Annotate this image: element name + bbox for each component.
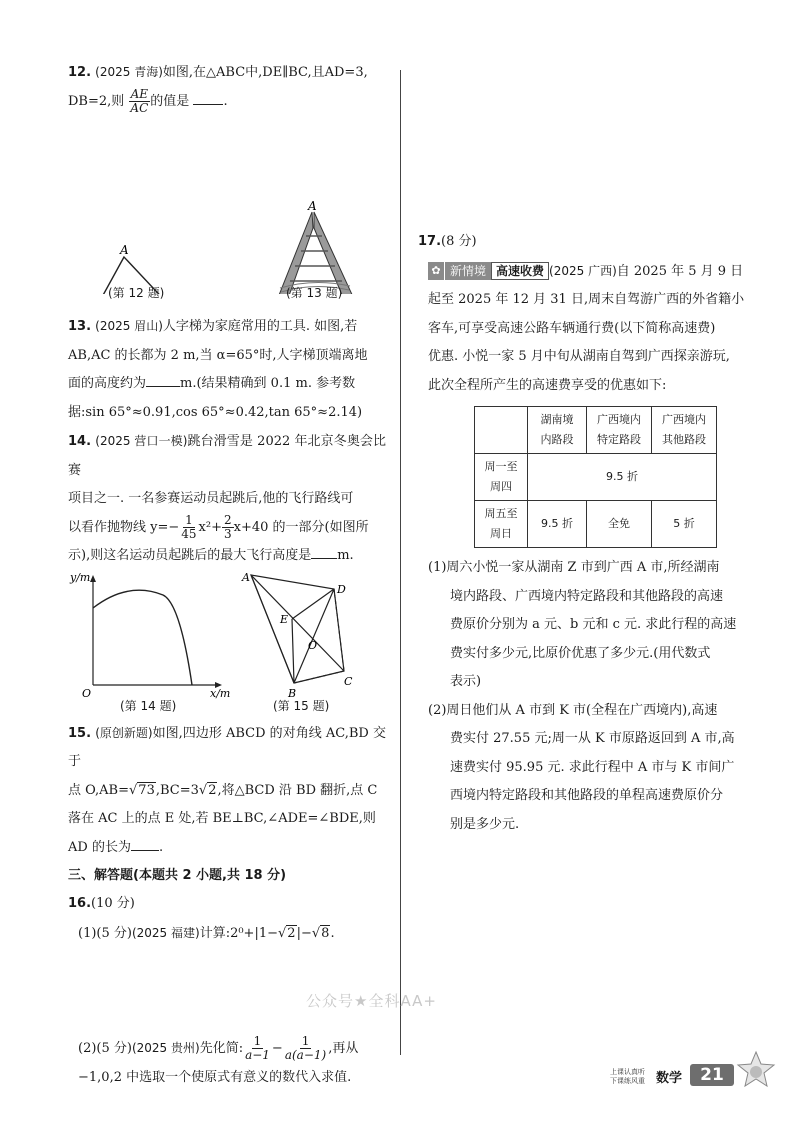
question-text: 示),则这名运动员起跳后的最大飞行高度是 [68, 548, 312, 563]
figures-svg-2 [68, 571, 386, 699]
label-d: D [337, 582, 346, 596]
question-text: DB=2,则 [68, 93, 125, 109]
question-score: (10 分) [91, 896, 135, 911]
caption-row-12-13 [68, 286, 386, 312]
question-text: 人字梯为家庭常用的工具. 如图,若 [162, 319, 358, 334]
fraction-numerator: 1 [253, 1034, 262, 1048]
labels-figure-15 [241, 571, 353, 699]
answer-blank[interactable] [146, 372, 180, 387]
table-cell: 全免 [587, 501, 652, 548]
label-b: B [288, 686, 297, 699]
fraction-ae-ac [128, 88, 150, 115]
fraction-numerator: 2 [223, 512, 232, 527]
fraction-numerator: AE [130, 86, 149, 101]
tag-label: 新情境 [444, 262, 491, 280]
y-axis-arrow [90, 575, 96, 582]
footer-slogan [610, 1068, 645, 1086]
question-text: . [158, 839, 164, 855]
fraction-denominator: 3 [223, 526, 232, 541]
part-label: (2)(5 分) [78, 1041, 132, 1056]
question-text: 西境内特定路段和其他路段的单程高速费原价分 [450, 788, 724, 803]
fraction-1-45 [179, 514, 198, 541]
page-number: 21 [690, 1064, 734, 1086]
label-a: A [242, 570, 250, 584]
answer-blank[interactable] [193, 90, 223, 105]
question-source: (2025 贵州) [131, 1041, 200, 1055]
period: . [223, 93, 228, 109]
label-a: A [308, 199, 317, 213]
fraction-numerator: 1 [301, 1034, 310, 1048]
question-text: ,再从 [328, 1041, 359, 1056]
label-o: O [308, 638, 318, 652]
question-source: (2025 眉山) [95, 319, 163, 333]
y-axis-label: y/m [70, 570, 91, 584]
question-source: (2025 青海) [95, 65, 163, 79]
question-text: AB,AC 的长都为 2 m,当 α=65°时,人字梯顶端离地 [68, 347, 368, 363]
fraction-numerator: 1 [185, 512, 193, 527]
table-row [475, 454, 717, 501]
fraction-denominator: AC [130, 100, 149, 115]
question-text: 客车,可享受高速公路车辆通行费(以下简称高速费) [428, 320, 716, 336]
radicand: 2 [208, 782, 217, 798]
figures-svg [68, 116, 386, 294]
question-source: (2025 广西) [549, 263, 617, 278]
origin-label: O [82, 686, 92, 699]
segment-be [292, 619, 294, 683]
table-header-cell: 广西境内 特定路段 [587, 407, 652, 454]
question-text: 优惠. 小悦一家 5 月中旬从湖南自驾到广西探亲游玩, [428, 349, 730, 364]
left-column [68, 58, 386, 1092]
question-text: 表示) [450, 674, 482, 689]
question-text: 项目之一. 一名参赛运动员起跳后,他的飞行路线可 [68, 491, 354, 506]
question-text: x²+ [198, 519, 222, 535]
label-c: C [344, 674, 353, 688]
table-header-cell: 湖南境 内路段 [528, 407, 587, 454]
question-text: 以看作抛物线 y=− [68, 519, 180, 535]
quadrilateral-figure-15 [251, 575, 344, 683]
question-text: ,将△BCD 沿 BD 翻折,点 C [217, 782, 378, 798]
table-corner-cell [475, 407, 528, 454]
slogan-line: 下课练风重 [610, 1077, 645, 1085]
label-a: A [120, 243, 129, 257]
question-text: 跳台滑雪是 2022 年北京冬奥会比赛 [68, 434, 386, 478]
question-text: 自 2025 年 5 月 9 日 [616, 263, 744, 279]
question-16-part-2 [68, 1034, 386, 1092]
question-text: ,BC=3 [155, 782, 199, 798]
part-label: (1)(5 分) [78, 925, 132, 941]
question-text: 此次全程所产生的高速费享受的优惠如下: [428, 377, 667, 393]
slogan-line: 上课认真听 [610, 1068, 645, 1076]
question-12 [68, 58, 386, 116]
fraction-1-over-a-a-1 [283, 1035, 328, 1062]
question-score: (8 分) [441, 234, 477, 249]
question-14 [68, 427, 386, 571]
question-text: 费实付多少元,比原价优惠了多少元.(用代数式 [450, 645, 711, 661]
question-source: (2025 福建) [131, 925, 200, 940]
question-15: 15. (原创新题)如图,四边形 ABCD 的对角线 AC,BD 交于 点 O,AB=√73,BC=3√2,将△BCD 沿 BD 翻折,点 C 落在 AC 上的点 E 处,若 BE⊥BC,∠ADE=∠BDE,则 AD 的长为 . [68, 725, 386, 855]
question-text: 面的高度约为 [68, 376, 147, 391]
question-number: 16. [68, 896, 92, 911]
answer-blank[interactable] [131, 836, 159, 851]
radicand: 2 [287, 925, 296, 941]
caption-15: (第 15 题) [273, 698, 330, 713]
table-cell: 5 折 [652, 501, 717, 548]
question-text: 境内路段、广西境内特定路段和其他路段的高速 [450, 588, 724, 604]
question-number: 13. [68, 319, 92, 334]
question-source: (原创新题) [95, 725, 153, 740]
question-source: (2025 营口一模) [95, 434, 188, 448]
question-17 [418, 228, 750, 257]
question-16 [68, 890, 386, 919]
fraction-2-3 [222, 514, 234, 541]
figures-14-15 [68, 571, 386, 699]
mascot-star-icon [736, 1050, 776, 1092]
fraction-denominator: a(a−1) [284, 1048, 327, 1062]
watermark-text: 公众号★全科AA+ [306, 992, 437, 1010]
question-text: AD 的长为 [68, 839, 131, 855]
question-text: 费实付 27.55 元;周一从 K 市原路返回到 A 市,高 [450, 731, 735, 746]
x-axis-label: x/m [210, 686, 231, 699]
parabola-curve [93, 590, 192, 685]
question-text: (1)周六小悦一家从湖南 Z 市到广西 A 市,所经湖南 [428, 560, 720, 575]
question-text: 起至 2025 年 12 月 31 日,周末自驾游广西的外省籍小 [428, 292, 745, 307]
period: . [330, 925, 335, 941]
table-row-label: 周一至 周四 [475, 454, 528, 501]
table-cell: 9.5 折 [528, 501, 587, 548]
answer-blank[interactable] [311, 544, 337, 559]
section-title: 三、解答题(本题共 2 小题,共 18 分) [68, 868, 287, 883]
question-number: 14. [68, 434, 92, 449]
question-text: m.(结果精确到 0.1 m. 参考数 [180, 376, 356, 391]
table-row [475, 407, 717, 454]
question-text: 费原价分别为 a 元、b 元和 c 元. 求此行程的高速 [450, 617, 737, 632]
radicand: 8 [321, 925, 330, 941]
question-16-part-1: (1)(5 分)(2025 福建)计算:2⁰+|1−√2|−√8. [78, 925, 335, 941]
question-text: 点 O,AB= [68, 782, 129, 798]
question-text: 的值是 [150, 93, 190, 109]
question-text: 先化简: [199, 1041, 244, 1056]
fee-discount-table [474, 406, 717, 548]
question-text: 计算:2⁰+|1− [199, 925, 278, 941]
question-text: 据:sin 65°≈0.91,cos 65°≈0.42,tan 65°≈2.14) [68, 404, 363, 420]
caption-14: (第 14 题) [120, 698, 177, 713]
parabola-figure-14 [69, 571, 230, 699]
question-13 [68, 312, 386, 427]
minus-sign: − [271, 1041, 283, 1056]
question-text: (2)周日他们从 A 市到 K 市(全程在广西境内),高速 [428, 702, 718, 718]
question-text: 落在 AC 上的点 E 处,若 BE⊥BC,∠ADE=∠BDE,则 [68, 811, 376, 826]
caption-12: (第 12 题) [108, 286, 165, 300]
question-text: m. [337, 548, 354, 563]
table-cell: 9.5 折 [528, 454, 717, 501]
figures-12-13 [68, 116, 386, 294]
caption-13: (第 13 题) [286, 286, 343, 300]
tag-topic: 高速收费 [491, 262, 549, 280]
diagonal-ac [251, 575, 344, 671]
question-17-part-1 [418, 554, 750, 697]
fraction-1-over-a-1 [243, 1035, 272, 1062]
segment-bc-dashed [294, 671, 344, 683]
label-e: E [280, 612, 289, 626]
question-text: −1,0,2 中选取一个使原式有意义的数代入求值. [78, 1069, 352, 1085]
table-row-label: 周五至 周日 [475, 501, 528, 548]
right-column [418, 228, 750, 839]
question-text: |− [296, 925, 312, 941]
question-number: 12. [68, 65, 92, 80]
radicand: 73 [138, 782, 155, 798]
question-text: x+40 的一部分(如图所 [233, 519, 369, 535]
table-row [475, 501, 717, 548]
new-context-tag [428, 262, 549, 280]
ladder-figure-13 [253, 199, 375, 294]
question-17-intro [418, 257, 750, 401]
star-icon: ✿ [428, 262, 444, 280]
fraction-denominator: a−1 [245, 1048, 270, 1062]
segment-ab [251, 575, 294, 683]
question-number: 15. [68, 725, 92, 741]
table-header-cell: 广西境内 其他路段 [652, 407, 717, 454]
question-text: 如图,在△ABC中,DE∥BC,且AD=3, [162, 65, 368, 80]
question-text: 如图,四边形 ABCD 的对角线 AC,BD 交于 [68, 725, 386, 769]
question-number: 17. [418, 234, 442, 249]
question-17-part-2 [418, 697, 750, 840]
column-divider [400, 70, 401, 1055]
caption-row-14-15 [68, 699, 386, 719]
question-text: 别是多少元. [450, 816, 520, 832]
fraction-denominator: 45 [181, 526, 197, 541]
page-footer [600, 1060, 800, 1100]
question-text: 速费实付 95.95 元. 求此行程中 A 市与 K 市间广 [450, 759, 735, 775]
footer-subject: 数学 [656, 1071, 683, 1086]
